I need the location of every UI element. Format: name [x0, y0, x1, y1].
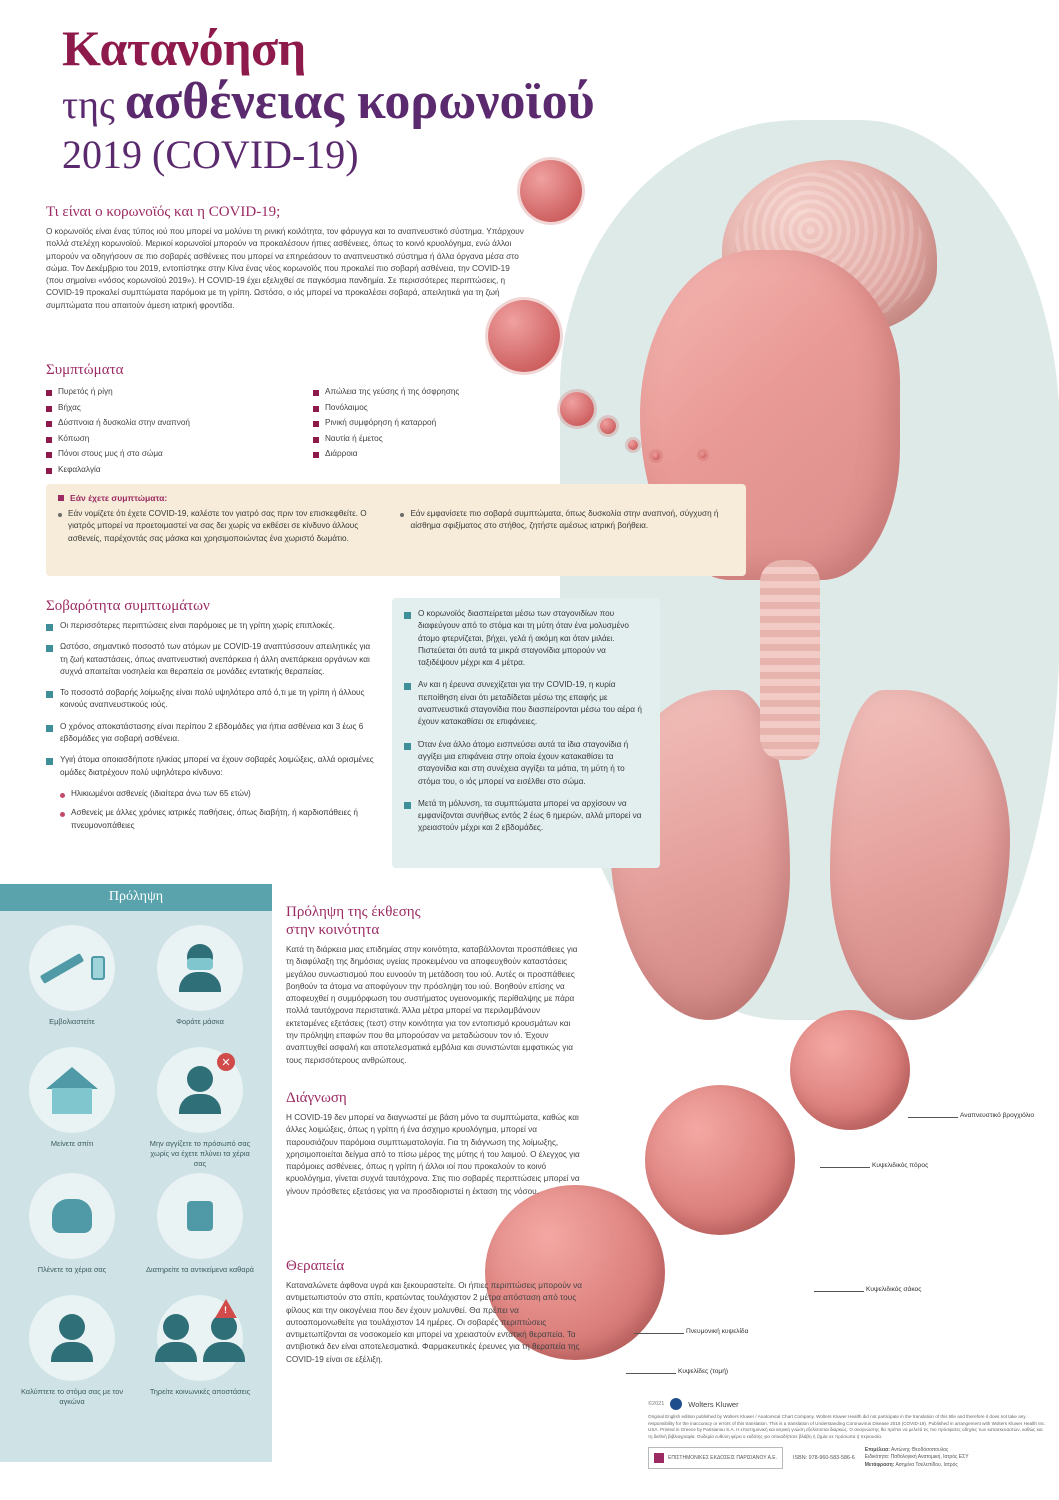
- publisher-name: ΕΠΙΣΤΗΜΟΝΙΚΕΣ ΕΚΔΟΣΕΙΣ ΠΑΡΙΣΙΑΝΟΥ Α.Ε.: [668, 1454, 778, 1461]
- title-line-3: 2019 (COVID-19): [62, 132, 359, 178]
- transmission-item: [404, 679, 648, 728]
- alert-heading: Εάν έχετε συμπτώματα:: [70, 493, 168, 503]
- intro-section: [46, 204, 526, 312]
- symptom-item: [313, 400, 566, 416]
- severity-item: [46, 641, 376, 678]
- bullet-square-icon: [404, 743, 411, 750]
- transmission-item: [404, 739, 648, 788]
- prevention-item-mask: [138, 925, 262, 1043]
- severity-subtext: Ηλικιωμένοι ασθενείς (ιδιαίτερα άνω των 65 ετών): [71, 788, 251, 798]
- symptoms-column-left: [46, 384, 299, 477]
- symptom-label: Κόπωση: [58, 433, 90, 443]
- severity-text: Ο χρόνος αποκατάστασης είναι περίπου 2 εβδομάδες για ήπια ασθένεια και 3 έως 6 εβδομάδες για σοβαρή ασθένεια.: [60, 721, 364, 744]
- community-heading-line-1: Πρόληψη της έκθεσης: [286, 904, 421, 920]
- symptom-label: Πονόλαιμος: [325, 402, 368, 412]
- severity-text: Ωστόσο, σημαντικό ποσοστό των ατόμων με COVID-19 αναπτύσσουν απειλητικές για τη ζωή καταστάσεις, όπως αναπνευστική ανεπάρκεια ή άλλη ανεπάρκεια οργάνων και συχνά απαιτείται νοσηλεία και θεραπεία σε μονάδες εντατικής θεραπείας.: [60, 642, 371, 676]
- footer: [648, 1398, 1048, 1469]
- alert-bullet: [58, 508, 382, 545]
- bullet-square-icon: [404, 612, 411, 619]
- bullet-square-icon: [46, 437, 52, 443]
- prevention-item-vaccinate: [10, 925, 134, 1043]
- symptom-item: [313, 431, 566, 447]
- community-heading-line-2: στην κοινότητα: [286, 922, 380, 938]
- prevention-item-stay-home: [10, 1047, 134, 1169]
- prevention-item-disinfect: [138, 1173, 262, 1291]
- symptom-label: Ρινική συμφόρηση ή καταρροή: [325, 418, 437, 428]
- wolters-kluwer-logo-icon: [670, 1398, 682, 1410]
- bullet-square-icon: [313, 390, 319, 396]
- severity-item: [46, 687, 376, 712]
- bullet-square-icon: [46, 452, 52, 458]
- bullet-square-icon: [46, 725, 53, 732]
- bullet-square-icon: [46, 758, 53, 765]
- bullet-square-icon: [46, 421, 52, 427]
- bullet-dot-icon: [60, 793, 65, 798]
- callout-alveolar-duct: Κυψελιδικός πόρος: [872, 1162, 929, 1169]
- copyright-text: ©2021: [648, 1401, 665, 1407]
- x-badge-icon: ✕: [217, 1053, 235, 1071]
- no-face-touch-icon: [157, 1047, 243, 1133]
- credits-block: [865, 1447, 969, 1470]
- severity-text: Υγιή άτομα οποιασδήποτε ηλικίας μπορεί να έχουν σοβαρές λοιμώξεις, αλλά ορισμένες ομάδες διατρέχουν πολύ υψηλότερο κίνδυνο:: [60, 755, 374, 777]
- editor-subtitle: Ειδικότητα: Παθολογική Ανατομική, Ιατρός ΕΣΥ: [864, 1454, 969, 1461]
- spray-bottle-icon: [157, 1173, 243, 1259]
- bullet-square-icon: [313, 406, 319, 412]
- house-icon: [29, 1047, 115, 1133]
- symptoms-section: [46, 362, 566, 477]
- bullet-square-icon: [46, 691, 53, 698]
- bullet-dot-icon: [400, 513, 404, 517]
- intro-heading: Τι είναι ο κορωνοϊός και η COVID-19;: [46, 204, 281, 220]
- severity-subitem: [60, 807, 376, 832]
- transmission-text: Μετά τη μόλυνση, τα συμπτώματα μπορεί να αρχίσουν να εμφανίζονται συνήθως εντός 2 έως 6 ημερών, αλλά μπορεί να χρειαστούν μέχρι και 2 εβδομάδες.: [418, 798, 642, 833]
- alert-square-icon: [58, 495, 64, 501]
- bullet-dot-icon: [60, 812, 65, 817]
- transmission-text: Ο κορωνοϊός διασπείρεται μέσω των σταγονιδίων που διαφεύγουν από το στόμα και τη μύτη όταν ένα μολυσμένο άτομο φτερνίζεται, βήχει, γελά ή ακόμη και όταν μιλάει. Πιστεύεται ότι αυτά τα μικρά σταγονίδια μπορούν να ταξιδέψουν μέχρι και 4 μέτρα.: [418, 609, 629, 668]
- prevention-label: Μείνετε σπίτι: [50, 1139, 94, 1148]
- bullet-square-icon: [46, 390, 52, 396]
- symptoms-heading: Συμπτώματα: [46, 362, 124, 378]
- symptom-item: [46, 462, 299, 478]
- title-line-2-prefix: της: [62, 81, 125, 127]
- symptom-label: Βήχας: [58, 402, 81, 412]
- alert-left-text: Εάν νομίζετε ότι έχετε COVID-19, καλέστε τον γιατρό σας πριν τον επισκεφθείτε. Ο γιατρός μπορεί να προετοιμαστεί να σας δει χωρίς να εκθέσει σε κίνδυνο άλλους ασθενείς, παρέχοντάς σας μάσκα και χρησιμοποιώντας ένα χωριστό δωμάτιο.: [68, 509, 367, 543]
- severity-item: [46, 754, 376, 779]
- callout-respiratory-bronchiole: Αναπνευστικό βρογχιόλιο: [960, 1112, 1035, 1119]
- transmission-text: Όταν ένα άλλο άτομο εισπνεύσει αυτά τα ίδια σταγονίδια ή αγγίξει μια επιφάνεια στην οποία έχουν κατακαθίσει τα σταγονίδια και στη συνέχεια αγγίξει τα μάτια, τη μύτη ή το στόμα του, ο ιός μπορεί να εισέλθει στο σώμα.: [418, 739, 629, 786]
- bullet-square-icon: [404, 802, 411, 809]
- transmission-item: [404, 608, 648, 669]
- brand-name: Wolters Kluwer: [688, 1399, 739, 1409]
- syringe-vial-icon: [29, 925, 115, 1011]
- community-prevention-section: [286, 904, 582, 1067]
- face-mask-icon: [157, 925, 243, 1011]
- symptoms-column-right: [313, 384, 566, 477]
- alert-right-column: [400, 508, 724, 545]
- prevention-item-wash-hands: [10, 1173, 134, 1291]
- symptom-item: [46, 415, 299, 431]
- severity-heading: Σοβαρότητα συμπτωμάτων: [46, 598, 210, 614]
- trachea-illustration: [760, 560, 820, 760]
- symptom-item: [46, 431, 299, 447]
- symptom-label: Απώλεια της γεύσης ή της όσφρησης: [325, 387, 460, 396]
- alert-bullet: [400, 508, 724, 533]
- therapy-heading: Θεραπεία: [286, 1258, 345, 1274]
- footer-brand-row: [648, 1398, 1048, 1410]
- severity-text: Το ποσοστό σοβαρής λοίμωξης είναι πολύ υψηλότερο από ό,τι με τη γρίπη ή άλλους κοινούς αναπνευστικούς ιούς.: [60, 688, 365, 710]
- intro-text: Ο κορωνοϊός είναι ένας τύπος ιού που μπορεί να μολύνει τη ρινική κοιλότητα, τον φάρυγγα και το αναπνευστικό σύστημα. Υπάρχουν πολλά στελέχη κορωνοϊού. Μερικοί κορωνοϊοί μπορούν να προκαλέσουν ήπιες ασθένειες, όπως το κοινό κρυολόγημα, ενώ άλλοι μπορούν να οδηγήσουν σε πιο σοβαρές ασθένειες που μπορεί να επηρεάσουν το αναπνευστικό σύστημα ή άλλα όργανα μέσα στο σώμα. Τον Δεκέμβριο του 2019, εντοπίστηκε στην Κίνα ένας νέος κορωνοϊός που προκαλεί πιο σοβαρή ασθένεια, την COVID-19 (που σημαίνει «νόσος κορωνοϊού 2019»). Η COVID-19 έχει εξελιχθεί σε παγκόσμια πανδημία. Σε περισσότερες περιπτώσεις, η COVID-19 προκαλεί συμπτώματα παρόμοια με τη γρίπη. Ωστόσο, ο ιός μπορεί να προκαλέσει σοβαρά, απειλητικά για τη ζωή συμπτώματα που απαιτούν άμεση ιατρική φροντίδα.: [46, 227, 524, 310]
- title-line-2: [62, 72, 862, 130]
- severity-section: [46, 598, 376, 839]
- alveolar-duct-illustration: [790, 1010, 910, 1130]
- bullet-square-icon: [313, 437, 319, 443]
- symptom-item: [46, 446, 299, 462]
- bullet-square-icon: [313, 421, 319, 427]
- severity-text: Οι περισσότερες περιπτώσεις είναι παρόμοιες με τη γρίπη χωρίς επιπλοκές.: [60, 621, 335, 630]
- footer-legal-text: Original English edition published by Wolters Kluwer / Anatomical Chart Company. Wolters Kluwer Health did not participate in the translation of this title and therefore it does not take any responsibility for the inaccuracy or errors of this translation. This is a translation of Understanding Coronavirus Disease 2019 (COVID-19). Published in arrangement with Wolters Kluwer Health Inc. USA. Printed in Greece by Parisianou S.A. Η επιστημονική και ιατρική γνώση εξελίσσεται διαρκώς. Ο αναγνώστης θα πρέπει να μελετά τις πιο πρόσφατες οδηγίες των κατασκευαστών, καθώς και τη διεθνή βιβλιογραφία. Ουδεμία ευθύνη φέρει ο εκδότης για οποιαδήποτε βλάβη ή ζημία σε πρόσωπα ή περιουσία.: [648, 1414, 1046, 1439]
- translator-label: Μετάφραση:: [864, 1461, 895, 1468]
- book-icon: [654, 1453, 664, 1463]
- symptom-label: Δύσπνοια ή δυσκολία στην αναπνοή: [58, 418, 190, 428]
- symptom-item: [313, 415, 566, 431]
- warning-triangle-icon: [215, 1299, 237, 1318]
- translator-name: Ασημίνα Τσελεπίδου, Ιατρός: [895, 1461, 958, 1468]
- symptom-label: Διάρροια: [325, 449, 358, 459]
- therapy-section: [286, 1258, 582, 1366]
- diagnosis-section: [286, 1090, 582, 1198]
- symptom-alert-box: [46, 484, 746, 576]
- prevention-item-no-face-touch: [138, 1047, 262, 1169]
- right-lung-illustration: [830, 690, 1010, 1020]
- diagnosis-text: Η COVID-19 δεν μπορεί να διαγνωστεί με βάση μόνο τα συμπτώματα, καθώς και άλλες λοιμώξεις, όπως η γρίπη ή ένα άσχημο κρυολόγημα, μπορεί να παρουσιάζουν παρόμοια συμπτωματολογία. Για τη διάγνωση της λοίμωξης, χρησιμοποιείται δείγμα από το πίσω μέρος της μύτης ή του λαιμού. Ο έλεγχος για παρόμοιες ασθένειες, όπως η γρίπη ή άλλοι ιοί που προκαλούν το κοινό κρυολόγημα, γίνεται συχνά ταυτόχρονα. Στις πιο σοβαρές περιπτώσεις μπορεί να γίνουν πρόσθετες εξετάσεις για να προσδιοριστεί η έκταση της νόσου.: [286, 1113, 580, 1196]
- severity-subtext: Ασθενείς με άλλες χρόνιες ιατρικές παθήσεις, όπως διαβήτη, ή καρδιοπάθειες ή πνευμονοπάθειες: [71, 808, 358, 830]
- social-distance-icon: [157, 1295, 243, 1381]
- severity-item: [46, 620, 376, 632]
- alert-heading-row: [58, 493, 734, 503]
- severity-item: [46, 721, 376, 746]
- symptom-item: [313, 446, 566, 462]
- title-line-1: Κατανόηση: [62, 20, 306, 76]
- transmission-text: Αν και η έρευνα συνεχίζεται για την COVID-19, η κυρία πεποίθηση είναι ότι μεταδίδεται μέσω της επαφής με αναπνευστικά σταγονίδια που διασπείρονται μέσω του αέρα ή έχουν κατακαθίσει σε επιφάνειες.: [418, 680, 642, 727]
- transmission-item: [404, 798, 648, 835]
- prevention-label: Διατηρείτε τα αντικείμενα καθαρά: [146, 1264, 254, 1274]
- symptom-label: Κεφαλαλγία: [58, 464, 101, 474]
- therapy-text: Καταναλώνετε άφθονα υγρά και ξεκουραστείτε. Οι ήπιες περιπτώσεις μπορούν να αντιμετωπιστούν στο σπίτι, κρατώντας τουλάχιστον 2 μέτρα απόσταση από τους φίλους και την οικογένεια που δεν έχουν μολυνθεί. Θα πρέπει να αυτοαπομονωθείτε για τουλάχιστον 14 ημέρες. Οι σοβαρές περιπτώσεις αντιμετωπίζονται σε νοσοκομείο και μπορεί να χρειαστούν εντατική θεραπεία. Τα αντιβιοτικά δεν είναι αποτελεσματικά. Φαρμακευτικές έρευνες για τη θεραπεία της COVID-19 είναι σε εξέλιξη.: [286, 1281, 582, 1364]
- prevention-item-cough-elbow: [10, 1295, 134, 1413]
- title-line-2-strong: ασθένειας κορωνοϊού: [124, 72, 595, 130]
- bullet-dot-icon: [58, 513, 62, 517]
- isbn-text: ISBN: 978-960-583-586-6: [793, 1454, 855, 1461]
- severity-subitem: [60, 788, 376, 800]
- callout-pulmonary-alveolus: Πνευμονική κυψελίδα: [686, 1328, 749, 1335]
- prevention-panel: [0, 884, 272, 1462]
- callout-alveolar-sac: Κυψελιδικός σάκος: [866, 1286, 922, 1293]
- bullet-square-icon: [46, 645, 53, 652]
- editor-label: Επιμέλεια:: [864, 1446, 890, 1453]
- callout-alveoli-section: Κυψελίδες (τομή): [678, 1368, 729, 1375]
- symptom-item: [46, 384, 299, 400]
- alert-right-text: Εάν εμφανίσετε πιο σοβαρά συμπτώματα, όπως δυσκολία στην αναπνοή, σύγχυση ή αίσθημα σφιξίματος στο στήθος, ζητήστε αμέσως ιατρική βοήθεια.: [410, 509, 719, 531]
- prevention-label: Φοράτε μάσκα: [176, 1017, 224, 1026]
- symptom-label: Πυρετός ή ρίγη: [58, 387, 113, 396]
- alveoli-sac-illustration: [645, 1085, 795, 1235]
- editor-name: Αντώνης Θεοδόσοπουλος: [891, 1446, 949, 1453]
- bullet-square-icon: [46, 624, 53, 631]
- cough-elbow-icon: [29, 1295, 115, 1381]
- prevention-label: Πλένετε τα χέρια σας: [37, 1264, 107, 1274]
- community-text: Κατά τη διάρκεια μιας επιδημίας στην κοινότητα, καταβάλλονται προσπάθειες για τη διαφύλαξη της δημόσιας υγείας προκειμένου να αποφευχθούν καταστάσεις μεγάλου συνωστισμού που ευνοούν τη μετάδοση του ιού. Αυτές οι προσπάθειες βοηθούν τα άτομα να αποφύγουν την πρόσληψη του ιού. Βοηθούν επίσης να αποφευχθεί η συμμόρφωση του συστήματος υγειονομικής περίθαλψης με πάρα πολλά ταυτόχρονα περιστατικά. Άλλα μέτρα μπορεί να περιλαμβάνουν εκτεταμένες εξετάσεις (τεστ) στην κοινότητα για τον εντοπισμό κρουσμάτων και την πρόληψη επαφών που θα μπορούσαν να μεταδώσουν τον ιό. Έχουν αναπτυχθεί ασφαλή και αποτελεσματικά εμβόλια και συνιστώνται εμφατικώς για τους περισσότερους ανθρώπους.: [286, 945, 578, 1065]
- bullet-square-icon: [46, 468, 52, 474]
- publisher-logo: [648, 1447, 783, 1470]
- transmission-box: [392, 598, 660, 868]
- prevention-item-distance: [138, 1295, 262, 1413]
- hand-wash-icon: [29, 1173, 115, 1259]
- bullet-square-icon: [46, 406, 52, 412]
- prevention-title: Πρόληψη: [0, 884, 272, 911]
- prevention-label: Μην αγγίζετε το πρόσωπό σας χωρίς να έχετε πλύνει τα χέρια σας: [149, 1139, 251, 1168]
- bullet-square-icon: [404, 683, 411, 690]
- prevention-label: Εμβολιαστείτε: [49, 1017, 95, 1026]
- symptom-item: [313, 384, 566, 400]
- symptom-item: [46, 400, 299, 416]
- prevention-label: Τηρείτε κοινωνικές αποστάσεις: [149, 1386, 251, 1396]
- alert-left-column: [58, 508, 382, 545]
- symptom-label: Πόνοι στους μυς ή στο σώμα: [58, 449, 163, 459]
- diagnosis-heading: Διάγνωση: [286, 1090, 347, 1106]
- poster-title: [62, 22, 862, 179]
- symptom-label: Ναυτία ή έμετος: [325, 433, 383, 443]
- prevention-label: Καλύπτετε το στόμα σας με τον αγκώνα: [20, 1386, 124, 1406]
- bullet-square-icon: [313, 452, 319, 458]
